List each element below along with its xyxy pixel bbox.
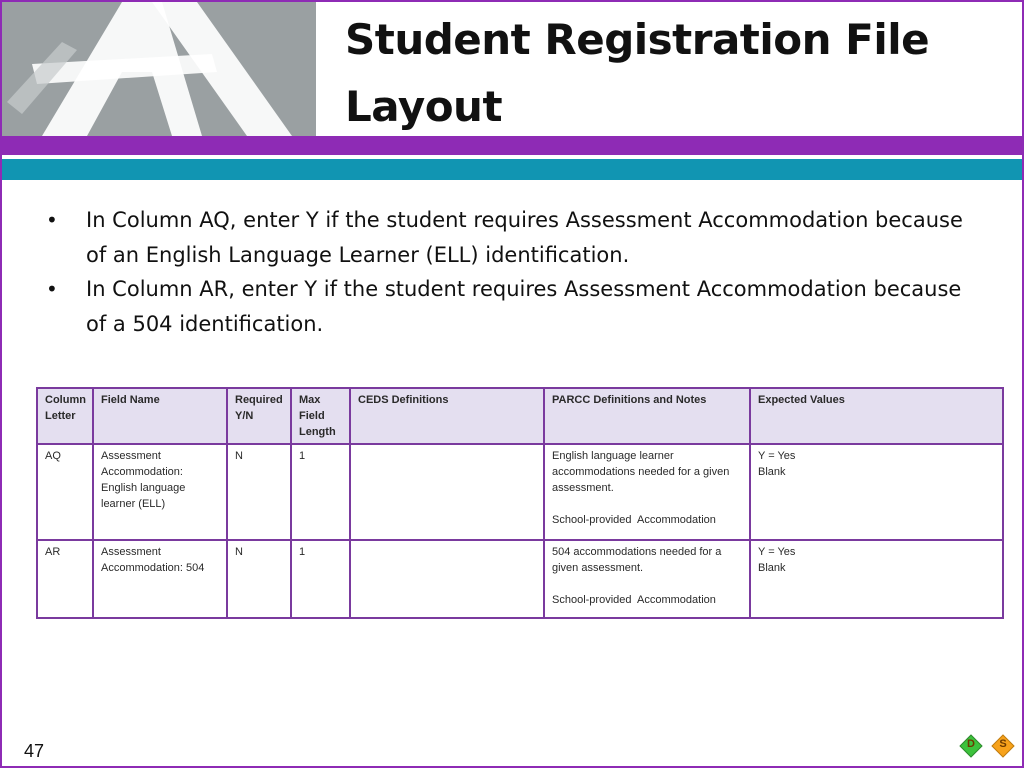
cell-max-length: 1 (291, 444, 350, 540)
cell-max-length: 1 (291, 540, 350, 618)
nav-s-label: S (999, 738, 1007, 750)
cell-parcc (544, 444, 750, 540)
parcc-note: 504 accommodations needed for a given assessment. (552, 546, 722, 574)
cell-field-name: Assessment Accommodation: 504 (93, 540, 227, 618)
cell-ceds (350, 444, 544, 540)
header-expected: Expected Values (750, 388, 1003, 444)
bullet-list (44, 203, 974, 341)
file-layout-table (36, 387, 1004, 619)
header-field-name: Field Name (93, 388, 227, 444)
cell-required: N (227, 444, 291, 540)
expected-yes: Y = Yes (758, 450, 796, 462)
bullet-item (44, 272, 974, 341)
title-line-1: Student Registration File (345, 15, 930, 64)
table-header-row (37, 388, 1003, 444)
header-column-letter: Column Letter (37, 388, 93, 444)
cell-spacer (552, 576, 742, 592)
expected-yes: Y = Yes (758, 546, 796, 558)
header-band-teal (2, 159, 1022, 180)
cell-parcc (544, 540, 750, 618)
parcc-source: School-provided Accommodation (552, 594, 716, 606)
bullet-text: In Column AR, enter Y if the student requires Assessment Accommodation because of a 504 identification. (86, 277, 962, 336)
nav-s-button[interactable] (991, 734, 1015, 758)
bullet-item (44, 203, 974, 272)
cell-required: N (227, 540, 291, 618)
expected-blank: Blank (758, 466, 786, 478)
cell-ceds (350, 540, 544, 618)
bullet-dot-icon: • (46, 277, 58, 301)
nav-d-label: D (967, 738, 975, 750)
page-number: 47 (24, 741, 45, 761)
bullet-dot-icon: • (46, 208, 58, 232)
header-max-length: Max Field Length (291, 388, 350, 444)
cell-expected (750, 444, 1003, 540)
parcc-source: School-provided Accommodation (552, 514, 716, 526)
header-parcc: PARCC Definitions and Notes (544, 388, 750, 444)
logo (2, 2, 316, 136)
expected-blank: Blank (758, 562, 786, 574)
cell-spacer (552, 496, 742, 512)
cell-field-name: Assessment Accommodation: English language learner (ELL) (93, 444, 227, 540)
cell-column-letter: AR (37, 540, 93, 618)
header-ceds: CEDS Definitions (350, 388, 544, 444)
header-band-purple (2, 136, 1022, 155)
bullet-text: In Column AQ, enter Y if the student requires Assessment Accommodation because of an English Language Learner (ELL) identification. (86, 208, 963, 267)
cell-expected (750, 540, 1003, 618)
slide-title (345, 6, 1005, 140)
parcc-note: English language learner accommodations needed for a given assessment. (552, 450, 730, 494)
header-required: Required Y/N (227, 388, 291, 444)
title-line-2: Layout (345, 82, 503, 131)
nav-d-button[interactable] (959, 734, 983, 758)
cell-column-letter: AQ (37, 444, 93, 540)
table-row (37, 540, 1003, 618)
table-row (37, 444, 1003, 540)
logo-a-icon (2, 2, 316, 136)
